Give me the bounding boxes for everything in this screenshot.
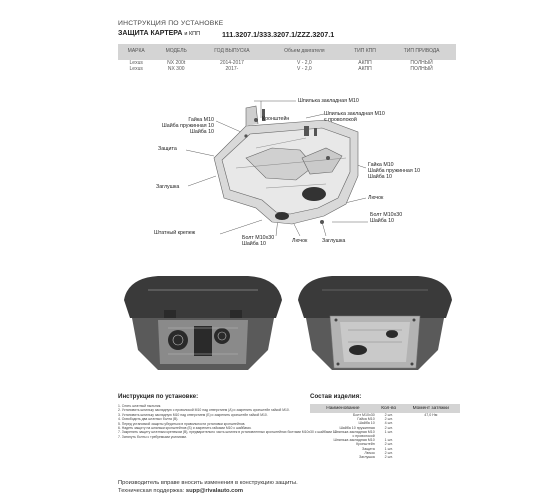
instruction-step: 5. Перед установкой защиты убедиться в правильности установки кронштейнов. [118, 421, 246, 426]
spec-cell: ПОЛНЫЙ [410, 66, 433, 72]
label-bracket: Кронштейн [262, 116, 290, 122]
guard-exploded-drawing [96, 8, 466, 268]
kit-name: Гайка М10 [357, 417, 375, 422]
kit-title: Состав изделия: [310, 393, 362, 400]
kit-name: Заглушка [358, 455, 375, 460]
kit-name: Шайба 10 пружинная [339, 425, 375, 430]
spec-cell: V - 2,0 [296, 60, 312, 66]
kit-qty: 2 шт. [384, 442, 393, 447]
plug-shape [275, 212, 289, 220]
spec-header: Объем двигателя [266, 44, 343, 60]
spec-cell: V - 2,0 [296, 66, 312, 72]
instruction-sheet [96, 8, 466, 498]
instruction-step: 1. Снять штатный пыльник. [118, 404, 162, 408]
kit-qty: 2 шт. [384, 425, 393, 430]
label-guard: Защита [158, 146, 177, 152]
instruction-step: 2. Установить шпильку закладную с проволокой М10 над отверстием (А) и закрепить кронштейн гайкой М10. [118, 408, 290, 413]
label-hatch-right: Лючок [368, 195, 384, 201]
instruction-step: 4. Освободить два штатных болта (В). [118, 417, 179, 422]
label-bolt-right [370, 212, 402, 224]
underbody-view-after [292, 270, 458, 385]
guard-plate [214, 106, 358, 224]
kit-torque: 47,0 Нм [424, 413, 438, 417]
kit-name: Шайба 10 [358, 421, 375, 426]
instruction-step: 6. Надеть защиту на шпильки кронштейнов (Б) и закрепить гайками М10 с шайбами. [118, 426, 252, 431]
label-stud-wire-line1: Шпилька закладная М10 [324, 111, 385, 117]
instruction-step: 3. Установить шпильку закладную М10 над отверстием (Б) и закрепить кронштейн гайкой М10. [118, 412, 268, 417]
kit-qty: 2 шт. [384, 413, 393, 417]
label-nut-right-line3: Шайба 10 [368, 174, 392, 180]
footer-support [118, 488, 243, 494]
label-plug-left: Заглушка [156, 184, 180, 190]
label-plug-bottom: Заглушка [322, 238, 346, 244]
label-nut-right-line2: Шайба пружинная 10 [368, 168, 421, 174]
support-email: supp@rivalauto.com [185, 488, 244, 494]
kit-name: Шпилька закладная М10 [333, 438, 375, 443]
label-bolt-bottom [242, 235, 274, 247]
kit-header-row [310, 404, 460, 413]
spec-cell: АКПП [358, 66, 372, 72]
spec-header: МАРКА [118, 44, 154, 60]
spec-header: ТИП ПРИВОДА [387, 44, 456, 60]
kit-qty: 2 шт. [384, 417, 393, 422]
kit-row [310, 455, 460, 459]
spec-cell: АКПП [358, 60, 372, 66]
title-suffix: и КПП [184, 31, 201, 37]
kit-qty: 2 шт. [384, 455, 393, 460]
label-bolt-right-line2: Шайба 10 [370, 218, 394, 224]
spec-header: ГОД ВЫПУСКА [198, 44, 266, 60]
instruction-step: 7. Закрепить защиту штатным крепежом (В), предварительно часть шпилек в установленных кронштейнах болтами М10х30 с шайбами 10. [118, 430, 338, 435]
spec-header: ТИП КПП [343, 44, 387, 60]
label-bolt-bottom-line1: Болт М10х30 [242, 235, 275, 241]
support-label: Техническая поддержка: [118, 488, 185, 494]
instruction-step: 7. Затянуть болты с требуемыми усилиями. [118, 434, 187, 439]
kit-qty: 2 шт. [384, 450, 393, 455]
kit-table [310, 404, 460, 459]
spec-cell: 2017- [225, 66, 239, 72]
title-product: ЗАЩИТА КАРТЕРА [118, 30, 183, 37]
label-bolt-right-line1: Болт М10х30 [370, 212, 403, 218]
instructions-title: Инструкция по установке: [118, 393, 199, 400]
hatch-shape [302, 187, 326, 201]
kit-qty: 4 шт. [384, 421, 393, 426]
label-nut-left-line3: Шайба 10 [190, 129, 214, 135]
footer-note: Производитель вправе вносить изменения в конструкцию защиты. [118, 480, 298, 486]
kit-header: Момент затяжки [402, 404, 460, 413]
spec-header: МОДЕЛЬ [154, 44, 198, 60]
label-stud-wire-line2: с проволокой [324, 117, 357, 123]
underbody-view-before [118, 270, 288, 385]
kit-header: Кол-во [376, 404, 402, 413]
spec-cell: 2014-2017 [219, 60, 244, 66]
kit-name: Лючок [364, 450, 375, 455]
spec-cell: Lexus [129, 60, 143, 66]
label-stud-m10: Шпилька закладная М10 [298, 98, 359, 104]
spec-cell: NX 300 [167, 66, 185, 72]
label-stud-wire [324, 111, 385, 123]
kit-name: Кронштейн [356, 442, 375, 447]
kit-qty: 1 шт. [384, 438, 393, 443]
kit-qty: 1 шт. [384, 446, 393, 451]
label-nut-right [368, 162, 420, 180]
spec-cell: NX 200t [167, 60, 186, 66]
kit-name: Болт М10х30 [352, 413, 375, 417]
label-bolt-bottom-line2: Шайба 10 [242, 241, 266, 247]
label-nut-left [152, 117, 214, 135]
kit-name: Шпилька закладная М10 [333, 429, 375, 434]
label-hatch-bottom: Лючок [292, 238, 308, 244]
instructions-list [118, 404, 338, 439]
kit-qty: 1 шт. [384, 429, 393, 434]
title-line1: ИНСТРУКЦИЯ ПО УСТАНОВКЕ [118, 20, 224, 27]
label-regular-mount: Штатный крепеж [154, 230, 196, 236]
kit-header: Наименование [310, 404, 376, 413]
spec-cell: ПОЛНЫЙ [410, 60, 433, 66]
spec-cell: Lexus [129, 66, 143, 72]
label-nut-left-line1: Гайка М10 [188, 117, 214, 123]
kit-name: с проволокой [352, 434, 375, 439]
label-nut-right-line1: Гайка М10 [368, 162, 394, 168]
kit-torque [402, 455, 460, 459]
kit-name: Защита [362, 446, 375, 451]
label-nut-left-line2: Шайба пружинная 10 [161, 123, 214, 129]
part-numbers: 111.3207.1/333.3207.1/ZZZ.3207.1 [222, 30, 335, 39]
